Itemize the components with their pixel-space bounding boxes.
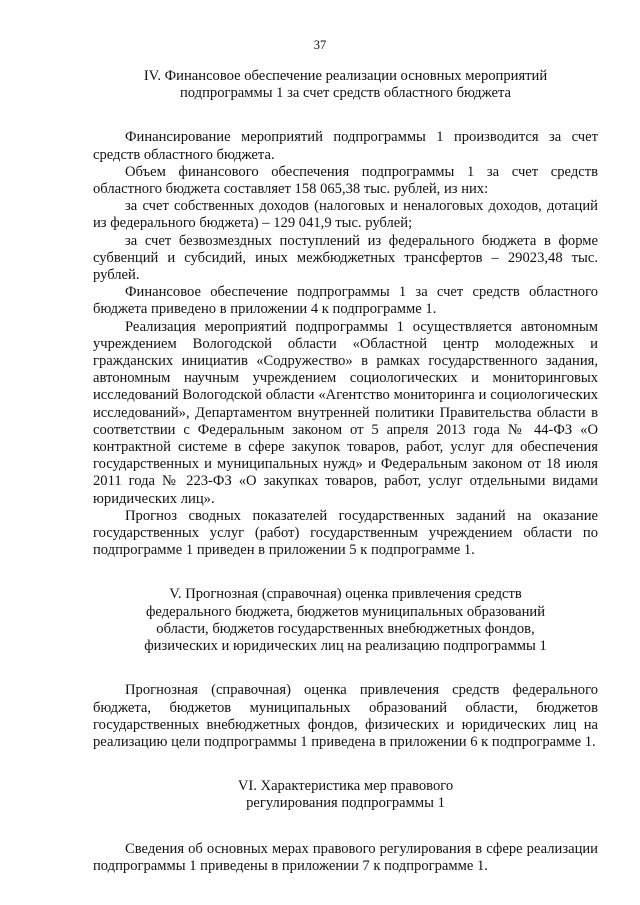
paragraph: Прогноз сводных показателей государственных заданий на оказание государственных услуг (работ) государственным учреждением области по подпрограмме 1 приведен в приложении 5 к подпрограмме 1. [93,507,598,559]
section-5-heading-line: области, бюджетов государственных внебюджетных фондов, [156,620,535,637]
section-6-heading-line: регулирования подпрограммы 1 [246,795,445,812]
section-4-heading-line: подпрограммы 1 за счет средств областного бюджета [179,85,511,102]
paragraph: Объем финансового обеспечения подпрограммы 1 за счет средств областного бюджета составляет 158 065,38 тыс. рублей, из них: [93,163,598,198]
paragraph: Реализация мероприятий подпрограммы 1 осуществляется автономным учреждением Вологодской области «Областной центр молодежных и гражданских инициатив «Содружество» в рамках государственного задания, автономным научным учреждением социологических и мониторинговых исследований Вологодской области «Агентство мониторинга и социологических исследований», Департаментом внутренней политики Правительства области в соответствии с Федеральным законом от 5 апреля 2013 года № 44-ФЗ «О контрактной системе в сфере закупок товаров, работ, услуг для обеспечения государственных и муниципальных нужд» и Федеральным законом от 18 июля 2011 года № 223-ФЗ «О закупках товаров, работ, услуг отдельными видами юридических лиц». [93,318,598,507]
section-5-heading-line: федерального бюджета, бюджетов муниципальных образований [145,603,546,620]
paragraph: Прогнозная (справочная) оценка привлечения средств федерального бюджета, бюджетов муниципальных образований области, бюджетов государственных внебюджетных фондов, физических и юридических лиц на реализацию цели подпрограммы 1 приведена в приложении 6 к подпрограмме 1. [93,682,598,750]
paragraph: Сведения об основных мерах правового регулирования в сфере реализации подпрограммы 1 приведены в приложении 7 к подпрограмме 1. [93,840,598,874]
paragraph: Финансирование мероприятий подпрограммы 1 производится за счет средств областного бюджета. [93,129,598,163]
section-6-heading-line: VI. Характеристика мер правового [237,778,454,795]
section-4-heading-line: IV. Финансовое обеспечение реализации основных мероприятий [143,68,548,84]
section-5-heading-line: физических и юридических лиц на реализацию подпрограммы 1 [144,638,547,655]
document-body [93,68,598,875]
paragraph: за счет безвозмездных поступлений из федерального бюджета в форме субвенций и субсидий, иных межбюджетных трансфертов – 29023,48 тыс. рублей. [93,232,598,284]
section-6-heading [93,778,598,812]
section-5-heading [93,586,598,655]
page-number: 37 [313,38,327,52]
paragraph: Финансовое обеспечение подпрограммы 1 за счет средств областного бюджета приведено в приложении 4 к подпрограмме 1. [93,284,598,318]
section-4-heading [93,68,598,102]
section-5-heading-line: V. Прогнозная (справочная) оценка привлечения средств [169,586,522,603]
paragraph: за счет собственных доходов (налоговых и неналоговых доходов, дотаций из федерального бюджета) – 129 041,9 тыс. рублей; [93,198,598,232]
